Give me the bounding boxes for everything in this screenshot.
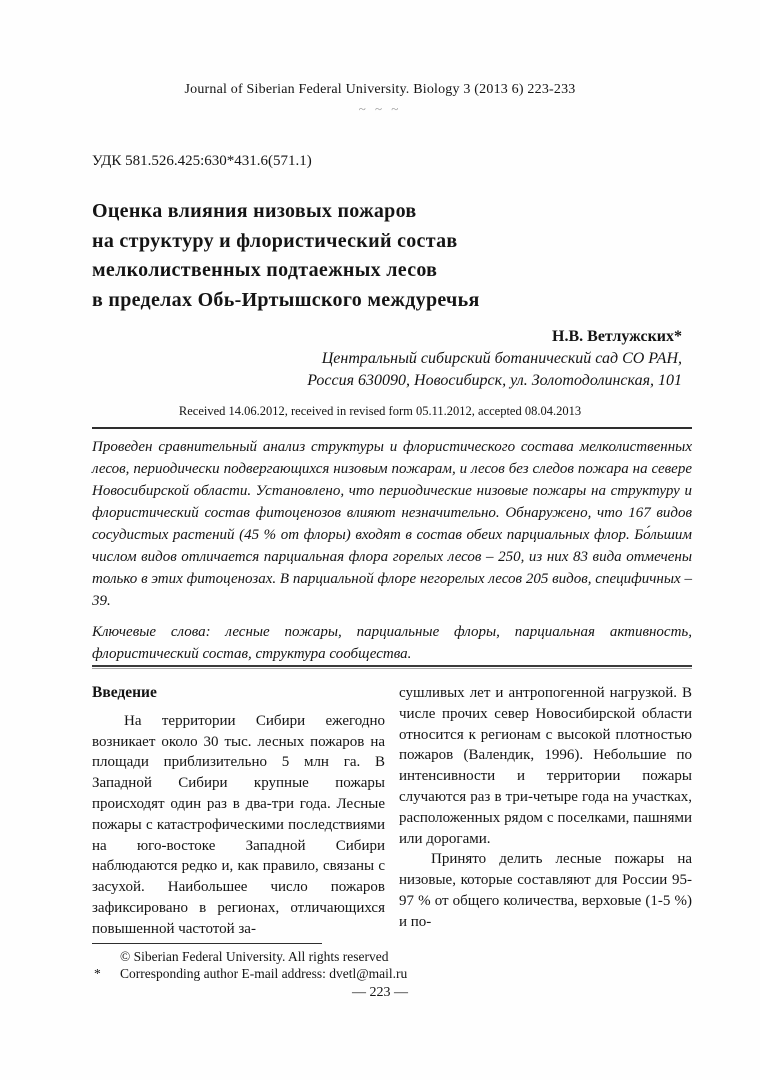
keywords-text: Ключевые слова: лесные пожары, парциальные флоры, парциальная активность, флористический состав, структура сообщества.	[92, 624, 692, 662]
udk-code: УДК 581.526.425:630*431.6(571.1)	[92, 153, 312, 169]
author-name: Н.В. Ветлужских*	[552, 328, 682, 345]
article-title-line-1: Оценка влияния низовых пожаров	[92, 200, 417, 222]
article-title-line-3: мелколиственных подтаежных лесов	[92, 259, 438, 281]
affiliation-line-2: Россия 630090, Новосибирск, ул. Золотодолинская, 101	[307, 371, 682, 389]
abstract-text: Проведен сравнительный анализ структуры и флористического состава мелколиственных лесов, периодически подвергающихся низовым пожарам, и лесов без следов пожара на севере Новосибирской области. Установлено, что периодические низовые пожары на структуру и флористический состав фитоценозов влияют незначительно. Обнаружено, что 167 видов сосудистых растений (45 % от флоры) входят в состав обеих парциальных флор. Бо́льшим числом видов отличается парциальная флора горелых лесов – 250, из них 83 вида отмечены только в этих фитоценозах. В парциальной флоре негорелых лесов 205 видов, специфичных – 39.	[92, 439, 692, 609]
section-heading-introduction: Введение	[92, 684, 157, 701]
journal-header: Journal of Siberian Federal University. Biology 3 (2013 6) 223-233	[184, 82, 576, 97]
article-title-line-2: на структуру и флористический состав	[92, 229, 458, 252]
footnote-corresponding-text: Corresponding author E-mail address: dvetl@mail.ru	[120, 966, 408, 981]
left-column	[92, 683, 385, 940]
abstract-top-rule	[92, 427, 692, 429]
right-column	[399, 683, 692, 940]
footnote-corresponding-author	[94, 965, 407, 982]
introduction-paragraph-right-2: Принято делить лесные пожары на низовые, которые составляют для России 95-97 % от общего количества, верховые (1-5 %) и по-	[399, 851, 692, 930]
introduction-paragraph-left: На территории Сибири ежегодно возникает около 30 тыс. лесных пожаров на площади приблизительно 5 млн га. В Западной Сибири крупные пожары происходят один раз в два-три года. Лесные пожары с катастрофическими последствиями на юго-востоке Западной Сибири наблюдаются редко и, как правило, связаны с засухой. Наибольшее число пожаров зафиксировано в регионах, отличающихся повышенной частотой за-	[92, 712, 385, 937]
page-number: — 223 —	[352, 985, 408, 1000]
affiliation-line-1: Центральный сибирский ботанический сад СО РАН,	[321, 350, 682, 367]
introduction-paragraph-right-1: сушливых лет и антропогенной нагрузкой. В числе прочих север Новосибирской области относится к регионам с высокой плотностью пожаров (Валендик, 1996). Небольшие по интенсивности и территории пожары случаются раз в три-четыре года на участках, расположенных рядом с поселками, пашнями или дорогами.	[399, 685, 692, 847]
received-dates: Received 14.06.2012, received in revised form 05.11.2012, accepted 08.04.2013	[178, 404, 582, 418]
article-title	[92, 197, 692, 315]
tilde-separator: ~ ~ ~	[358, 101, 402, 116]
author-block	[92, 326, 682, 391]
abstract-bottom-rule	[92, 665, 692, 669]
footnote-copyright: © Siberian Federal University. All rights reserved	[120, 949, 389, 964]
footnote-asterisk: *	[94, 966, 101, 981]
footnote-rule	[92, 943, 322, 944]
body-columns	[92, 683, 692, 940]
article-title-line-4: в пределах Обь-Иртышского междуречья	[92, 288, 480, 311]
